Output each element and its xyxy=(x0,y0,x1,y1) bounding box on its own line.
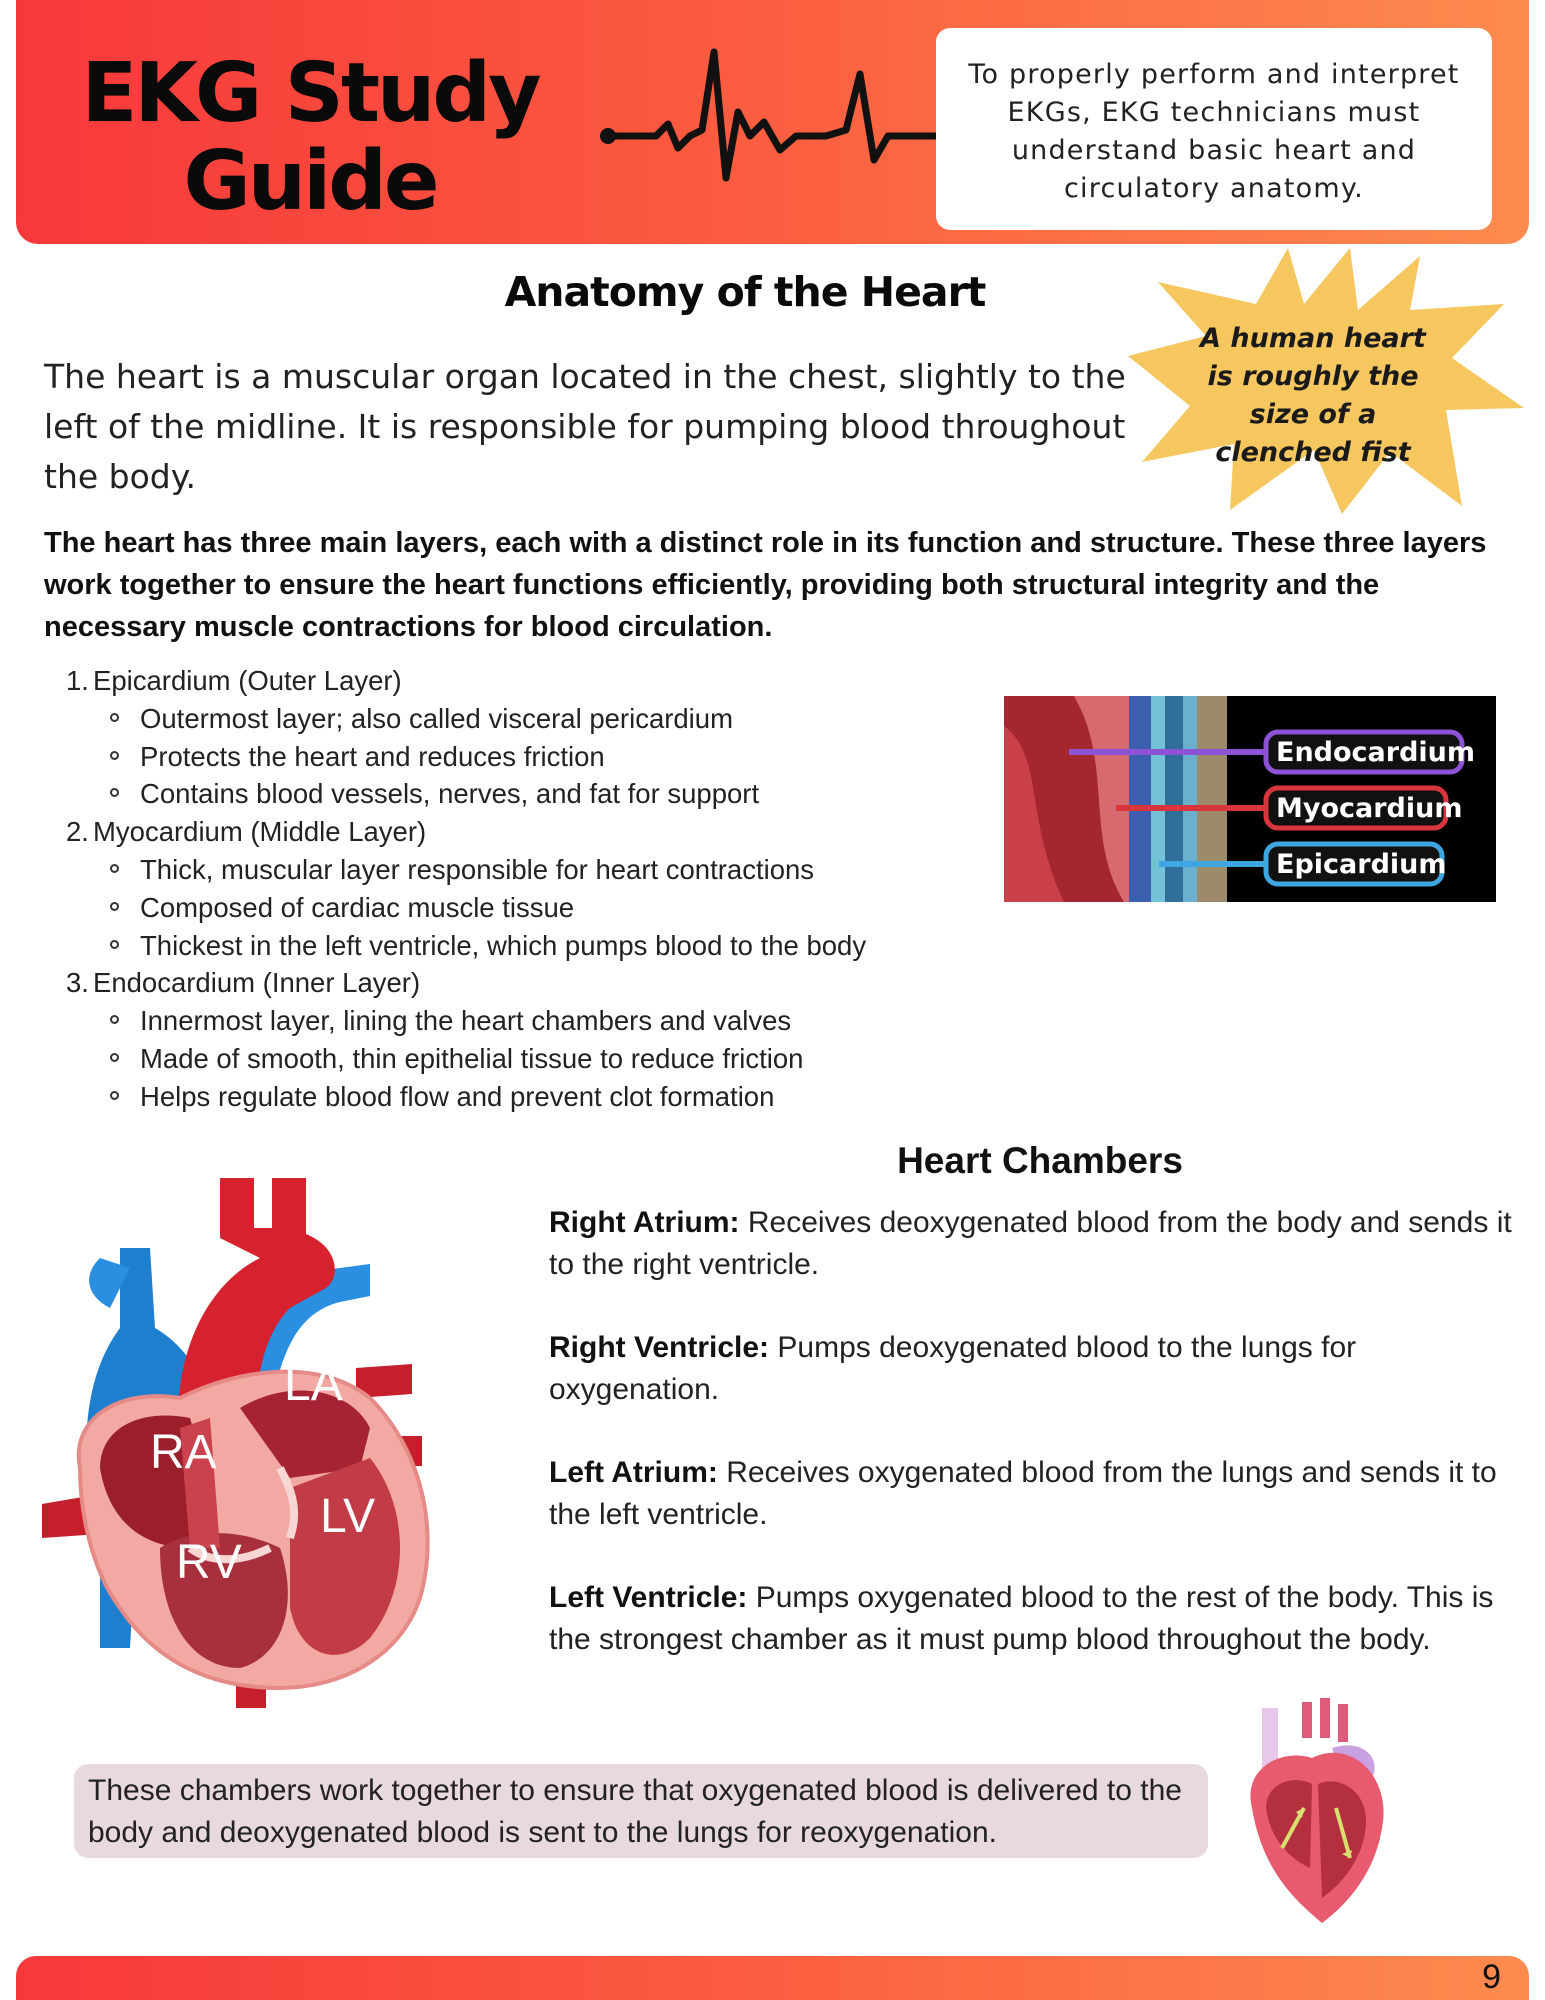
page-number: 9 xyxy=(1482,1958,1501,1996)
section-title-anatomy: Anatomy of the Heart xyxy=(504,268,986,316)
list-number: 3. xyxy=(66,967,89,999)
list-bullet: Protects the heart and reduces friction xyxy=(66,738,1026,776)
heart-layers-list xyxy=(66,662,1026,1116)
bullet-icon xyxy=(110,788,119,797)
chamber-name: Left Ventricle: xyxy=(549,1581,748,1614)
list-number: 1. xyxy=(66,665,89,696)
bullet-icon xyxy=(110,902,119,911)
title-line-1: EKG Study xyxy=(81,46,539,141)
heart-wall-layers-image xyxy=(1004,696,1496,902)
bullet-icon xyxy=(110,1015,119,1024)
bullet-icon xyxy=(110,1091,119,1100)
list-bullet: Helps regulate blood flow and prevent clot formation xyxy=(66,1078,1026,1116)
intro-callout: To properly perform and interpret EKGs, EKG technicians must understand basic heart and circulatory anatomy. xyxy=(936,28,1492,230)
heart-size-fact: A human heart is roughly the size of a clenched fist xyxy=(1200,323,1426,468)
list-item xyxy=(66,964,1026,1115)
section-title-chambers: Heart Chambers xyxy=(897,1140,1183,1181)
lv-label: LV xyxy=(320,1490,376,1543)
chamber-description: Receives oxygenated blood from the lungs and sends it to the left ventricle. xyxy=(549,1456,1497,1531)
chamber-name: Left Atrium: xyxy=(549,1456,718,1489)
epicardium-label: Epicardium xyxy=(1276,849,1447,880)
heart-chambers-diagram xyxy=(40,1168,460,1708)
chamber-left-ventricle xyxy=(549,1577,1519,1661)
heart-intro-paragraph: The heart is a muscular organ located in the chest, slightly to the left of the midline. It is responsible for pumping blood throughout the body. xyxy=(44,357,1126,496)
la-label: LA xyxy=(284,1358,343,1411)
ekg-waveform-icon xyxy=(598,40,938,190)
myocardium-label: Myocardium xyxy=(1276,793,1463,824)
page-title xyxy=(60,46,560,229)
title-line-2: Guide xyxy=(183,134,437,229)
list-bullet: Contains blood vessels, nerves, and fat for support xyxy=(66,775,1026,813)
bullet-icon xyxy=(110,713,119,722)
list-item xyxy=(66,813,1026,964)
small-heart-icon xyxy=(1242,1698,1392,1928)
list-bullet: Outermost layer; also called visceral pericardium xyxy=(66,700,1026,738)
list-bullet: Innermost layer, lining the heart chambers and valves xyxy=(66,1002,1026,1040)
chamber-name: Right Atrium: xyxy=(549,1206,740,1239)
endocardium-label: Endocardium xyxy=(1276,737,1476,768)
list-bullet: Thickest in the left ventricle, which pumps blood to the body xyxy=(66,927,1026,965)
footer-banner xyxy=(16,1956,1529,2000)
bullet-icon xyxy=(110,940,119,949)
chamber-name: Right Ventricle: xyxy=(549,1331,770,1364)
list-item xyxy=(66,662,1026,813)
bullet-icon xyxy=(110,751,119,760)
bullet-icon xyxy=(110,1053,119,1062)
ra-label: RA xyxy=(150,1426,217,1479)
chamber-right-ventricle xyxy=(549,1327,1519,1411)
chambers-summary-callout: These chambers work together to ensure that oxygenated blood is delivered to the body and deoxygenated blood is sent to the lungs for reoxygenation. xyxy=(74,1764,1208,1858)
layer-name: Myocardium (Middle Layer) xyxy=(93,816,427,848)
chamber-left-atrium xyxy=(549,1452,1519,1536)
bullet-icon xyxy=(110,864,119,873)
list-bullet: Composed of cardiac muscle tissue xyxy=(66,889,1026,927)
chamber-description: Receives deoxygenated blood from the body and sends it to the right ventricle. xyxy=(549,1206,1512,1281)
list-number: 2. xyxy=(66,816,89,848)
layer-name: Endocardium (Inner Layer) xyxy=(93,967,421,999)
rv-label: RV xyxy=(176,1536,242,1589)
chamber-description: Pumps deoxygenated blood to the lungs for oxygenation. xyxy=(549,1331,1357,1406)
list-bullet: Made of smooth, thin epithelial tissue to reduce friction xyxy=(66,1040,1026,1078)
layers-intro-paragraph: The heart has three main layers, each with a distinct role in its function and structure. These three layers work together to ensure the heart functions efficiently, providing both structural integrity and the necessary muscle contractions for blood circulation. xyxy=(44,527,1487,643)
layer-name: Epicardium (Outer Layer) xyxy=(93,665,402,696)
chamber-description: Pumps oxygenated blood to the rest of the body. This is the strongest chamber as it must pump blood throughout the body. xyxy=(549,1581,1494,1656)
chamber-right-atrium xyxy=(549,1202,1519,1286)
list-bullet: Thick, muscular layer responsible for heart contractions xyxy=(66,851,1026,889)
